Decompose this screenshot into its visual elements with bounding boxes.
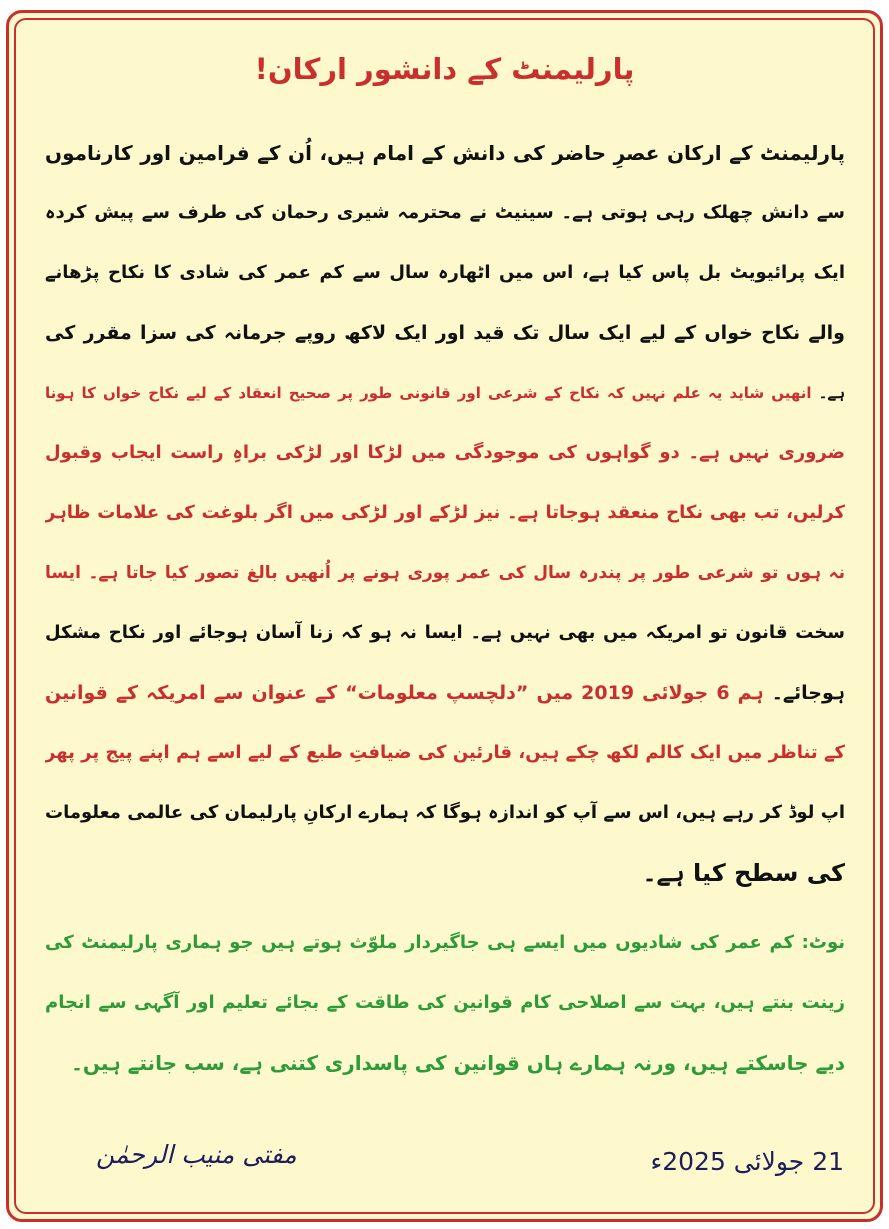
body-line-1: پارلیمنٹ کے ارکان عصرِ حاضر کی دانش کے امام ہیں، اُن کے فرامین اور کارناموں — [45, 141, 845, 165]
author-signature: مفتی منیب الرحمٰن — [96, 1140, 297, 1169]
body-line-12: اپ لوڈ کر رہے ہیں، اس سے آپ کو اندازہ ہوگا کہ ہمارے ارکانِ پارلیمان کی عالمی معلومات — [45, 802, 845, 823]
body-line-8: نہ ہوں تو شرعی طور پر پندرہ سال کی عمر پوری ہونے پر اُنھیں بالغ تصور کیا جاتا ہے۔ ایسا — [45, 563, 845, 583]
body-line-11: کے تناظر میں ایک کالم لکھ چکے ہیں، قارئین کی ضیافتِ طبع کے لیے اسے ہم اپنے پیج پر پھر — [45, 742, 845, 763]
body-line-5 — [45, 370, 845, 416]
body-line-3: ایک پرائیویٹ بل پاس کیا ہے، اس میں اٹھارہ سال سے کم عمر کی شادی کا نکاح پڑھانے — [45, 262, 845, 283]
article-title: پارلیمنٹ کے دانشور ارکان! — [254, 52, 635, 86]
body-line-10 — [45, 670, 845, 716]
note-line-1: نوٹ: کم عمر کی شادیوں میں ایسے ہی جاگیردار ملوّث ہوتے ہیں جو ہماری پارلیمنٹ کی — [45, 932, 845, 953]
body-line-5-black: ہے۔ — [818, 384, 845, 402]
body-line-2: سے دانش چھلک رہی ہوتی ہے۔ سینیٹ نے محترمہ شیری رحمان کی طرف سے پیش کردہ — [45, 202, 845, 223]
body-line-10-red: ہم 6 جولائی 2019 میں ”دلچسپ معلومات“ کے عنوان سے امریکہ کے قوانین — [45, 682, 764, 704]
body-line-13: کی سطح کیا ہے۔ — [642, 859, 845, 887]
body-line-6: ضروری نہیں ہے۔ دو گواہوں کی موجودگی میں لڑکا اور لڑکی براہِ راست ایجاب وقبول — [45, 442, 845, 463]
note-line-2: زینت بنتے ہیں، بہت سے اصلاحی کام قوانین کی طاقت کے بجائے تعلیم اور آگہی سے انجام — [45, 992, 845, 1013]
publish-date: 21 جولائی 2025ء — [650, 1147, 844, 1176]
body-line-7: کرلیں، تب بھی نکاح منعقد ہوجاتا ہے۔ نیز لڑکے اور لڑکی میں اگر بلوغت کی علامات ظاہر — [45, 502, 845, 523]
body-line-10-black: ہوجائے۔ — [771, 682, 845, 704]
body-line-5-red: انھیں شاید یہ علم نہیں کہ نکاح کے شرعی اور قانونی طور پر صحیح انعقاد کے لیے نکاح خواں کا ہونا — [45, 384, 812, 402]
body-line-9: سخت قانون تو امریکہ میں بھی نہیں ہے۔ ایسا نہ ہو کہ زنا آسان ہوجائے اور نکاح مشکل — [45, 622, 845, 643]
body-line-4: والے نکاح خواں کے لیے ایک سال تک قید اور ایک لاکھ روپے جرمانہ کی سزا مقرر کی — [45, 322, 845, 344]
note-line-3: دیے جاسکتے ہیں، ورنہ ہمارے ہاں قوانین کی پاسداری کتنی ہے، سب جانتے ہیں۔ — [71, 1051, 845, 1075]
